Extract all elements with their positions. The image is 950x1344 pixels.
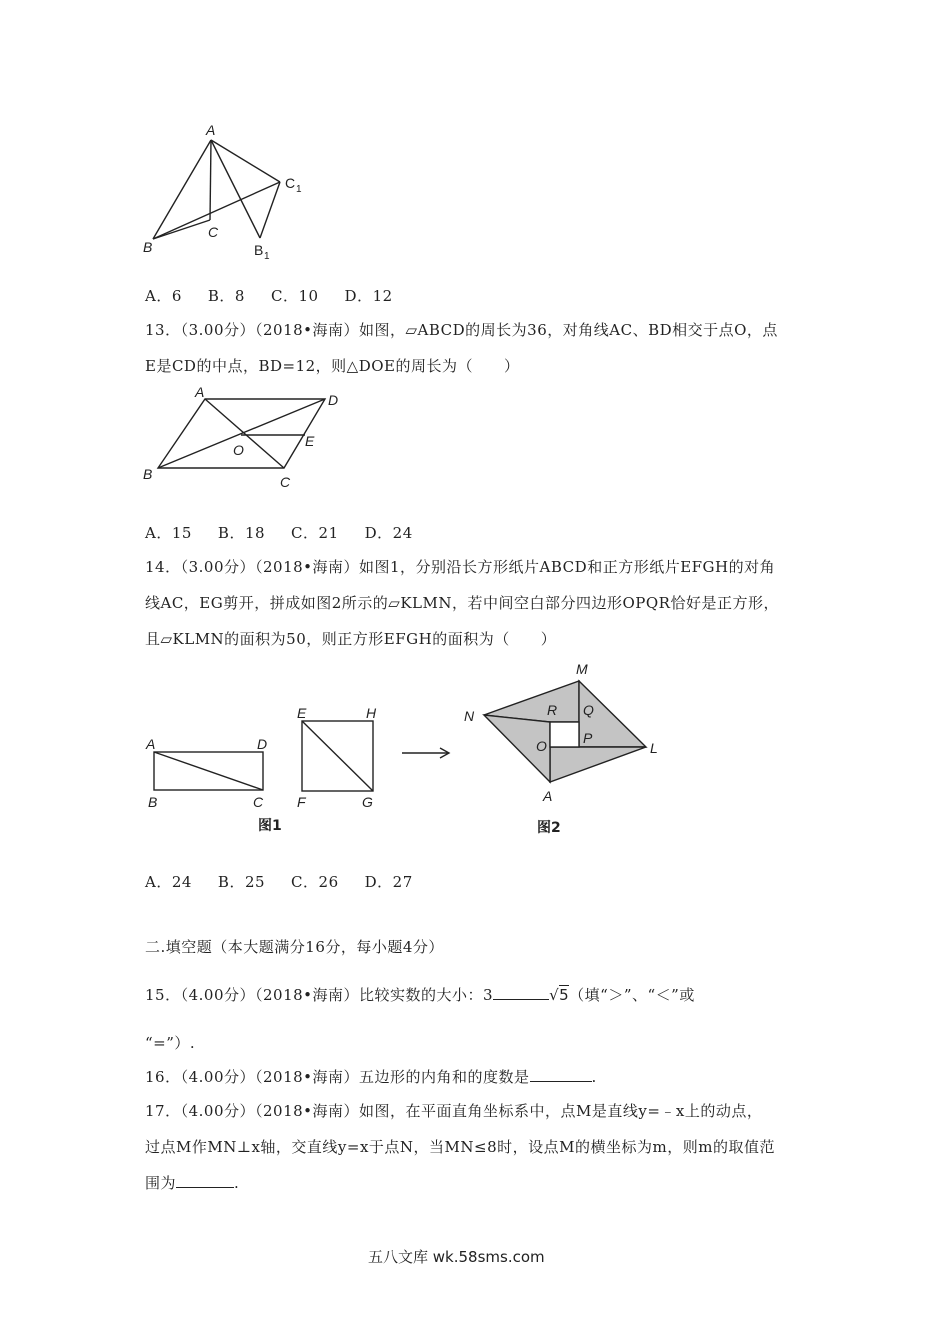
q14-fig1-label-a: A: [146, 736, 156, 752]
q15-prefix: 15．（4.00分）（2018•海南）比较实数的大小：3: [145, 986, 494, 1004]
q14-option-c[interactable]: C．26: [291, 873, 339, 891]
footer-watermark: 五八文库 wk.58sms.com: [368, 1248, 545, 1266]
q13-line2: E是CD的中点，BD=12，则△DOE的周长为（ ）: [145, 357, 520, 375]
q13-label-e: E: [305, 433, 315, 449]
q12-option-c[interactable]: C．10: [270, 287, 319, 305]
q14-fig2-label-r: R: [547, 702, 558, 718]
q16-suffix: .: [591, 1068, 597, 1086]
q14-fig2-label-q: Q: [583, 702, 594, 718]
q14-fig1-label-c: C: [253, 794, 264, 810]
sqrt-symbol: √: [549, 986, 560, 1004]
q12-figure: [140, 120, 310, 270]
q17-line1: 17．（4.00分）（2018•海南）如图，在平面直角坐标系中，点M是直线y=﹣x上的动点，: [145, 1102, 763, 1120]
q14-option-a[interactable]: A．24: [145, 873, 192, 891]
q17-line3-suffix: .: [234, 1174, 240, 1192]
q14-line2: 线AC，EG剪开，拼成如图2所示的▱KLMN，若中间空白部分四边形OPQR恰好是正方形，: [145, 594, 779, 612]
q14-line3: 且▱KLMN的面积为50，则正方形EFGH的面积为（ ）: [145, 630, 557, 648]
section2-title: 二.填空题（本大题满分16分，每小题4分）: [145, 938, 444, 956]
q12-options: [145, 285, 419, 306]
q12-label-c1-sub: 1: [296, 184, 302, 195]
q12-label-b1-sub: 1: [264, 251, 270, 262]
q14-fig1-label-h: H: [366, 705, 377, 721]
q13-line1: 13．（3.00分）（2018•海南）如图，▱ABCD的周长为36，对角线AC、BD相交于点O，点: [145, 321, 778, 339]
q14-fig1-label-e: E: [297, 705, 307, 721]
q13-options: [145, 522, 439, 543]
q12-label-c: C: [208, 224, 219, 240]
q14-line1: 14．（3.00分）（2018•海南）如图1，分别沿长方形纸片ABCD和正方形纸片EFGH的对角: [145, 558, 776, 576]
q14-fig1-caption: 图1: [258, 818, 282, 834]
q14-figure: [140, 655, 680, 840]
q16-line: [145, 1066, 597, 1087]
q15-radicand: 5: [559, 986, 570, 1004]
q12-label-c1: C: [285, 175, 296, 191]
q15-suffix: （填“＞”、“＜”或: [569, 986, 695, 1004]
q14-fig1-label-d: D: [257, 736, 268, 752]
q15-line1: [145, 984, 695, 1005]
q12-label-a: A: [206, 122, 216, 138]
q13-option-b[interactable]: B．18: [217, 524, 266, 542]
q12-option-b[interactable]: B．8: [207, 287, 245, 305]
q15-line2: “=”）.: [145, 1034, 196, 1052]
q16-prefix: 16．（4.00分）（2018•海南）五边形的内角和的度数是: [145, 1068, 530, 1086]
q14-fig2-label-m: M: [576, 661, 588, 677]
q16-answer-blank[interactable]: [530, 1067, 592, 1082]
q13-figure: [140, 383, 360, 498]
q13-label-a: A: [195, 384, 205, 400]
q14-fig2-label-p: P: [583, 730, 593, 746]
q14-fig2-label-o: O: [536, 738, 547, 754]
q14-fig2-label-n: N: [464, 708, 475, 724]
q17-line3-prefix: 围为: [145, 1174, 177, 1192]
q13-option-a[interactable]: A．15: [145, 524, 192, 542]
q13-label-d: D: [328, 392, 339, 408]
q13-label-c: C: [280, 474, 291, 490]
q13-label-o: O: [233, 442, 244, 458]
q15-answer-blank[interactable]: [493, 985, 549, 1000]
q13-option-c[interactable]: C．21: [291, 524, 339, 542]
q14-fig2-caption: 图2: [537, 820, 561, 836]
q14-option-b[interactable]: B．25: [217, 873, 266, 891]
q14-fig2-label-a: A: [543, 788, 553, 804]
q14-fig1-label-b: B: [148, 794, 158, 810]
q17-answer-blank[interactable]: [176, 1173, 234, 1188]
q17-line3: [145, 1172, 239, 1193]
q13-label-b: B: [143, 466, 153, 482]
q14-options: [145, 871, 439, 892]
q12-option-d[interactable]: D．12: [344, 287, 393, 305]
q17-line2: 过点M作MN⊥x轴，交直线y=x于点N，当MN≤8时，设点M的横坐标为m，则m的取值范: [145, 1138, 775, 1156]
q14-fig1-label-g: G: [362, 794, 373, 810]
q12-label-b1: B: [254, 242, 264, 258]
q14-fig2-label-l: L: [650, 740, 658, 756]
q14-option-d[interactable]: D．27: [364, 873, 413, 891]
q13-option-d[interactable]: D．24: [364, 524, 413, 542]
q14-fig1-label-f: F: [297, 794, 306, 810]
q12-option-a[interactable]: A．6: [145, 287, 182, 305]
q12-label-b: B: [143, 239, 153, 255]
